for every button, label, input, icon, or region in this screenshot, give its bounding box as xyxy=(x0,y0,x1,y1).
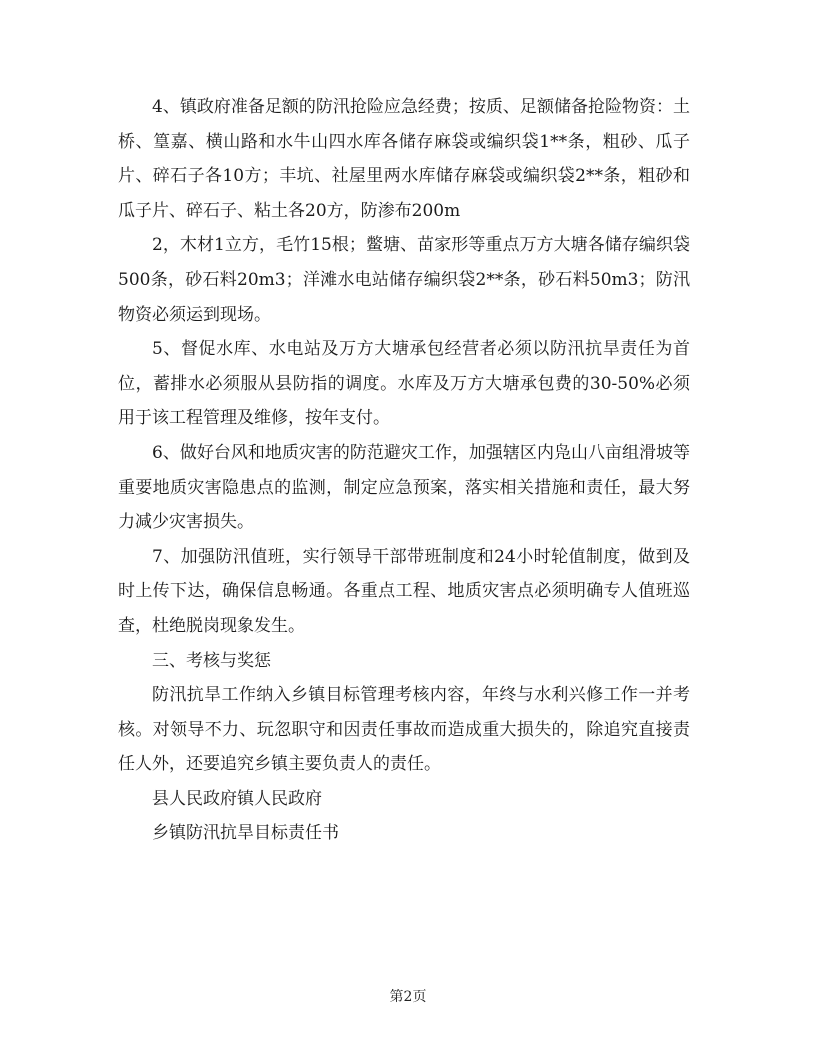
document-title-responsibility: 乡镇防汛抗旱目标责任书 xyxy=(152,823,339,844)
paragraph-reservoir-contract: 5、督促水库、水电站及万方大塘承包经营者必须以防汛抗旱责任为首位，蓄排水必须服从县防指的调度。水库及万方大塘承包费的30-50%必须用于该工程管理及维修，按年支付。 xyxy=(118,339,690,429)
paragraph-assessment: 防汛抗旱工作纳入乡镇目标管理考核内容，年终与水利兴修工作一并考核。对领导不力、玩忽职守和因责任事故而造成重大损失的，除追究直接责任人外，还要追究乡镇主要负责人的责任。 xyxy=(118,685,690,775)
paragraph-emergency-funds: 4、镇政府准备足额的防汛抢险应急经费；按质、足额储备抢险物资：土桥、篁嘉、横山路和水牛山四水库各储存麻袋或编织袋1**条，粗砂、瓜子片、碎石子各10方；丰坑、社屋里两水库储存麻袋或编织袋2**条，粗砂和瓜子片、碎石子、粘土各20方，防渗布200m xyxy=(118,97,690,221)
section-heading-assessment: 三、考核与奖惩 xyxy=(152,650,271,671)
signature-governments: 县人民政府镇人民政府 xyxy=(152,788,322,809)
paragraph-duty-shift: 7、加强防汛值班，实行领导干部带班制度和24小时轮值制度，做到及时上传下达，确保信息畅通。各重点工程、地质灾害点必须明确专人值班巡查，杜绝脱岗现象发生。 xyxy=(118,546,690,636)
page-number: 第2页 xyxy=(389,989,427,1005)
paragraph-materials: 2，木材1立方，毛竹15根；鳖塘、苗家形等重点万方大塘各储存编织袋500条，砂石料20m3；洋滩水电站储存编织袋2**条，砂石料50m3；防汛物资必须运到现场。 xyxy=(118,235,690,325)
paragraph-disaster-prevention: 6、做好台风和地质灾害的防范避灾工作，加强辖区内凫山八亩组滑坡等重要地质灾害隐患点的监测，制定应急预案，落实相关措施和责任，最大努力减少灾害损失。 xyxy=(118,442,690,533)
document-body xyxy=(118,90,690,851)
